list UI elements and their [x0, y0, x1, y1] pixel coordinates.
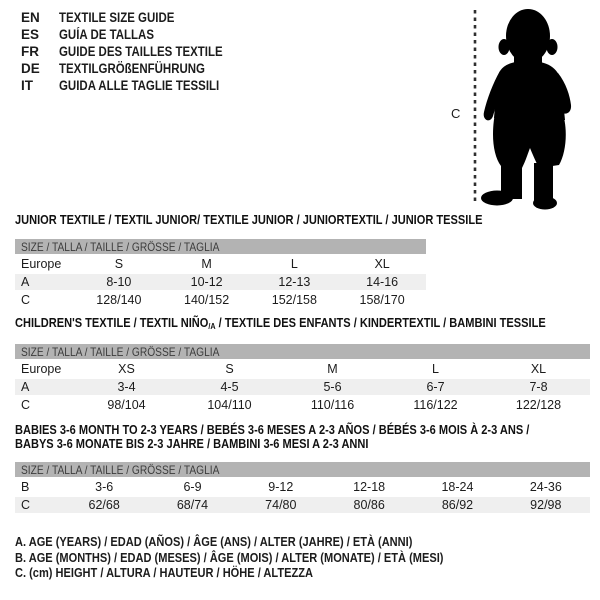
- children-title-subscript: /A: [208, 321, 216, 331]
- language-label: TEXTILE SIZE GUIDE: [59, 10, 175, 25]
- language-row-es: [21, 26, 252, 43]
- size-header-row: [15, 462, 590, 477]
- size-cell: L: [290, 257, 298, 271]
- row-label: C: [21, 293, 31, 307]
- size-cell: 74/80: [237, 497, 325, 513]
- size-cell: 128/140: [96, 293, 142, 307]
- size-cell: 6-9: [183, 480, 202, 494]
- size-cell: 80/86: [325, 497, 413, 513]
- size-cell: 8-10: [75, 274, 163, 290]
- size-header-text: SIZE / TALLA / TAILLE / GRÖSSE / TAGLIA: [21, 344, 220, 359]
- size-cell: 24-36: [529, 480, 562, 494]
- size-cell: 5-6: [281, 379, 384, 395]
- size-cell: 7-8: [487, 379, 590, 395]
- size-cell: 68/74: [148, 497, 236, 513]
- junior-row-height: [15, 292, 426, 308]
- footnote-age-months: B. AGE (MONTHS) / EDAD (MESES) / ÂGE (MOIS) / ALTER (MONATE) / ETÀ (MESI): [15, 549, 444, 565]
- language-code: EN: [21, 10, 40, 25]
- size-cell: 158/170: [359, 293, 405, 307]
- size-header-text: SIZE / TALLA / TAILLE / GRÖSSE / TAGLIA: [21, 462, 220, 477]
- size-cell: 4-5: [178, 379, 281, 395]
- size-cell: L: [432, 362, 439, 376]
- children-section-title: [15, 315, 600, 331]
- size-cell: 12-13: [251, 274, 339, 290]
- size-header-row: [15, 239, 426, 254]
- children-row-height: [15, 397, 590, 413]
- size-cell: XS: [118, 362, 135, 376]
- language-label: TEXTILGRÖßENFÜHRUNG: [59, 61, 205, 76]
- language-label: GUIDE DES TAILLES TEXTILE: [59, 44, 223, 59]
- size-cell: 3-4: [75, 379, 178, 395]
- size-cell: 116/122: [413, 398, 458, 412]
- footnote-age-years: A. AGE (YEARS) / EDAD (AÑOS) / ÂGE (ANS) / ALTER (JAHRE) / ETÀ (ANNI): [15, 534, 413, 549]
- size-header-row: [15, 344, 590, 359]
- language-row-fr: [21, 43, 252, 60]
- size-cell: S: [225, 362, 234, 376]
- size-cell: 92/98: [502, 497, 590, 513]
- size-cell: 110/116: [310, 398, 355, 412]
- language-list: [21, 9, 252, 94]
- junior-row-europe: [15, 256, 426, 272]
- size-cell: 140/152: [184, 293, 230, 307]
- size-cell: 98/104: [107, 398, 146, 412]
- size-cell: 9-12: [268, 480, 294, 494]
- size-cell: 86/92: [413, 497, 501, 513]
- language-code: ES: [21, 27, 40, 42]
- language-label: GUÍA DE TALLAS: [59, 27, 154, 42]
- children-row-europe: [15, 361, 590, 377]
- size-cell: 18-24: [441, 480, 474, 494]
- children-row-age: [15, 379, 590, 395]
- size-cell: 3-6: [95, 480, 114, 494]
- language-row-it: [21, 77, 252, 94]
- babies-section-title: [15, 423, 600, 451]
- row-label: Europe: [21, 257, 62, 271]
- size-cell: 104/110: [207, 398, 252, 412]
- children-size-table: [15, 342, 590, 415]
- language-label: GUIDA ALLE TAGLIE TESSILI: [59, 78, 220, 93]
- baby-height-figure: [440, 5, 600, 215]
- row-label: A: [15, 274, 75, 290]
- size-cell: 14-16: [338, 274, 426, 290]
- height-measure-label: C: [451, 106, 461, 121]
- language-row-de: [21, 60, 252, 77]
- size-cell: 10-12: [163, 274, 251, 290]
- row-label: Europe: [21, 362, 62, 376]
- junior-row-age: [15, 274, 426, 290]
- babies-title-line1: BABIES 3-6 MONTH TO 2-3 YEARS / BEBÉS 3-6 MESES A 2-3 AÑOS / BÉBÉS 3-6 MOIS À 2-3 ANS /: [15, 422, 530, 437]
- size-cell: XL: [530, 362, 547, 376]
- size-cell: S: [114, 257, 124, 271]
- baby-silhouette-icon: [481, 9, 571, 210]
- size-cell: M: [327, 362, 338, 376]
- size-cell: M: [201, 257, 212, 271]
- language-code: DE: [21, 61, 40, 76]
- babies-row-months: [15, 479, 590, 495]
- size-cell: 152/158: [271, 293, 317, 307]
- size-cell: 12-18: [353, 480, 386, 494]
- size-cell: 122/128: [515, 398, 562, 412]
- language-code: IT: [21, 78, 33, 93]
- children-title-text: CHILDREN'S TEXTILE / TEXTIL $NIÑO_{/A}$ / TEXTILE DES ENFANTS / KINDERTEXTIL / BAMBINI TESSILE: [15, 315, 546, 331]
- junior-size-table: [15, 237, 426, 310]
- row-label: A: [15, 379, 75, 395]
- junior-title-text: JUNIOR TEXTILE / TEXTIL JUNIOR/ TEXTILE JUNIOR / JUNIORTEXTIL / JUNIOR TESSILE: [15, 212, 483, 227]
- language-code: FR: [21, 44, 39, 59]
- row-label: B: [21, 480, 30, 494]
- footnote-height: C. (cm) HEIGHT / ALTURA / HAUTEUR / HÖHE / ALTEZZA: [15, 565, 313, 580]
- size-header-text: SIZE / TALLA / TAILLE / GRÖSSE / TAGLIA: [21, 239, 220, 254]
- row-label: C: [21, 398, 31, 412]
- babies-title-line2: BABYS 3-6 MONATE BIS 2-3 JAHRE / BAMBINI 3-6 MESI A 2-3 ANNI: [15, 436, 369, 451]
- babies-row-height: [15, 497, 590, 513]
- size-cell: 62/68: [60, 497, 148, 513]
- footnotes: [15, 534, 519, 581]
- row-label: C: [15, 497, 60, 513]
- babies-size-table: [15, 460, 590, 515]
- junior-section-title: [15, 212, 565, 227]
- size-cell: XL: [374, 257, 390, 271]
- language-row-en: [21, 9, 252, 26]
- size-cell: 6-7: [384, 379, 487, 395]
